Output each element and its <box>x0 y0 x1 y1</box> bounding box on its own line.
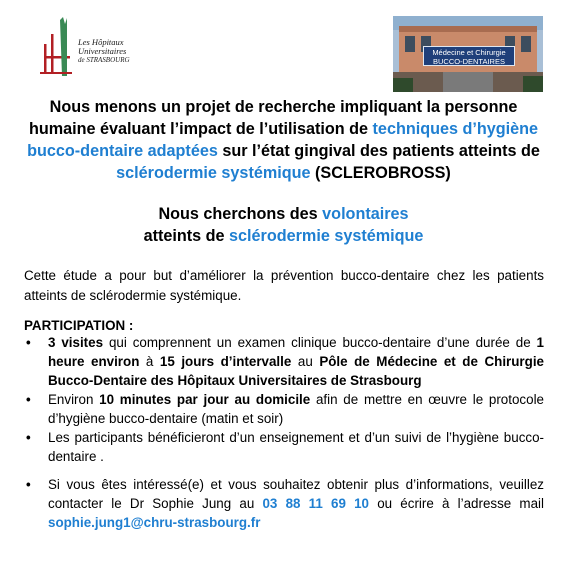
headline-part-1: Nous menons un projet de recherche impliquant la personne humaine évaluant l’impact de l’utilisation de <box>28 98 518 138</box>
visit-location: Pôle de Médecine et de Chirurgie Bucco-Dentaire des Hôpitaux Universitaires de Strasbourg <box>48 354 544 388</box>
list-item-home-care <box>24 390 544 428</box>
contact-text-1: Si vous êtes intéressé(e) et vous souhaitez obtenir plus d’informations, veuillez contacter le Dr Sophie Jung au <box>48 477 544 511</box>
subtitle-line-2 <box>20 225 547 247</box>
building-sign <box>423 46 515 66</box>
list-item-education <box>24 428 544 466</box>
visits-count: 3 visites <box>48 335 104 350</box>
headline-highlight-disease: sclérodermie systémique <box>116 164 311 182</box>
logo-line-1: Les Hôpitaux <box>78 37 124 47</box>
contact-text-2: ou écrire à l’adresse mail <box>369 496 544 511</box>
building-photo <box>393 16 543 92</box>
subtitle-part-1: Nous cherchons des <box>158 205 323 223</box>
list-item-visits <box>24 333 544 390</box>
logo-line-3: de STRASBOURG <box>78 56 130 64</box>
bullet-icon: • <box>26 335 31 350</box>
hospital-logo <box>40 14 160 84</box>
headline-highlight-techniques: techniques d’hygiène bucco-dentaire adaptées <box>27 120 539 160</box>
participation-list <box>24 333 544 532</box>
home-text-1: Environ <box>48 392 100 407</box>
sign-line-2: BUCCO-DENTAIRES <box>433 57 505 66</box>
visit-duration: 1 heure environ <box>48 335 544 369</box>
sign-line-1: Médecine et Chirurgie <box>432 48 506 57</box>
contact-phone[interactable]: 03 88 11 69 10 <box>262 496 370 511</box>
bullet-icon: • <box>26 392 31 407</box>
study-intro: Cette étude a pour but d’améliorer la prévention bucco-dentaire chez les patients atteints de sclérodermie systémique. <box>24 268 544 303</box>
list-item-contact <box>24 475 544 532</box>
subtitle-line-1 <box>20 203 547 225</box>
logo-text <box>78 38 130 65</box>
logo-line-2: Universitaires <box>78 46 127 56</box>
visits-text-1: qui comprennent un examen clinique bucco-dentaire d’une durée de <box>103 335 537 350</box>
visits-text-2: à <box>139 354 160 369</box>
home-text-2: afin de mettre en œuvre le protocole d’hygiène bucco-dentaire (matin et soir) <box>48 392 544 426</box>
visits-text-3: au <box>291 354 320 369</box>
hus-emblem-icon <box>40 14 80 84</box>
visit-interval: 15 jours d’intervalle <box>159 354 292 369</box>
subtitle-highlight-disease: sclérodermie systémique <box>229 227 424 245</box>
bullet-icon: • <box>26 477 31 492</box>
headline-part-3: (SCLEROBROSS) <box>310 164 451 182</box>
headline-part-2: sur l’état gingival des patients atteints de <box>217 142 540 160</box>
participation-title: PARTICIPATION : <box>24 318 134 333</box>
home-duration: 10 minutes par jour au domicile <box>99 392 311 407</box>
contact-email-link[interactable]: sophie.jung1@chru-strasbourg.fr <box>48 515 261 530</box>
bullet-icon: • <box>26 430 31 445</box>
subtitle-part-2: atteints de <box>143 227 230 245</box>
subtitle-highlight-volunteers: volontaires <box>322 205 409 223</box>
headline <box>20 96 547 184</box>
education-text: Les participants bénéficieront d’un enseignement et d’un suivi de l’hygiène bucco-dentaire . <box>48 430 544 464</box>
recruitment-subtitle <box>20 203 547 247</box>
